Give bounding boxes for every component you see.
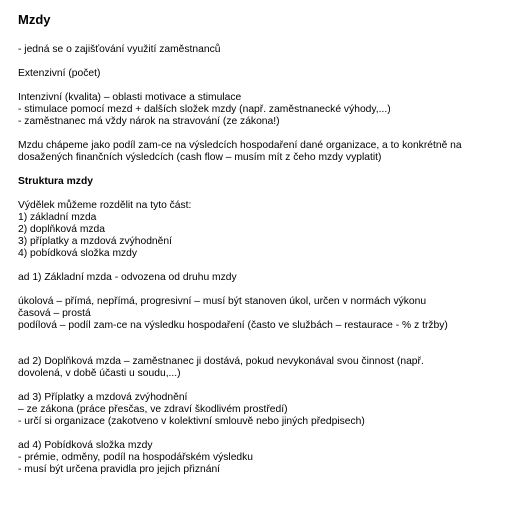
- ad3-line: ad 3) Příplatky a mzdová zvýhodnění: [18, 392, 188, 403]
- definition-line: Mzdu chápeme jako podíl zam-ce na výsledcích hospodaření dané organizace, a to konkrétně na: [18, 140, 462, 151]
- structure-line: Výdělek můžeme rozdělit na tyto část:: [18, 200, 192, 211]
- ad1-line: časová – prostá: [18, 308, 91, 319]
- intro-line: - jedná se o zajišťování využití zaměstnanců: [18, 44, 221, 55]
- ad2-line: dovolená, v době účasti u soudu,...): [18, 368, 181, 379]
- ad1-line: podílová – podíl zam-ce na výsledku hospodaření (často ve službách – restaurace - % z tržby): [18, 320, 448, 331]
- structure-line: 4) pobídková složka mzdy: [18, 248, 138, 259]
- document-body: [18, 12, 512, 476]
- ad4-line: - musí být určena pravidla pro jejich přiznání: [18, 464, 221, 475]
- structure-line: 1) základní mzda: [18, 212, 97, 223]
- intensive-line: Intenzivní (kvalita) – oblasti motivace a stimulace: [18, 92, 242, 103]
- ad4-line: - prémie, odměny, podíl na hospodářském výsledku: [18, 452, 254, 463]
- extensive-line: Extenzivní (počet): [18, 68, 101, 79]
- structure-heading: Struktura mzdy: [18, 176, 93, 187]
- structure-line: 2) doplňková mzda: [18, 224, 106, 235]
- ad1-heading: ad 1) Základní mzda - odvozena od druhu mzdy: [18, 272, 237, 283]
- ad1-line: úkolová – přímá, nepřímá, progresivní – musí být stanoven úkol, určen v normách výkonu: [18, 296, 427, 307]
- structure-line: 3) příplatky a mzdová zvýhodnění: [18, 236, 172, 247]
- ad3-line: - určí si organizace (zakotveno v kolektivní smlouvě nebo jiných předpisech): [18, 416, 365, 427]
- intensive-line: - zaměstnanec má vždy nárok na stravování (ze zákona!): [18, 116, 280, 127]
- ad4-line: ad 4) Pobídková složka mzdy: [18, 440, 153, 451]
- intensive-line: - stimulace pomocí mezd + dalších složek mzdy (např. zaměstnanecké výhody,...): [18, 104, 391, 115]
- definition-line: dosažených finančních výsledcích (cash flow – musím mít z čeho mzdy vyplatit): [18, 152, 382, 163]
- document-title: Mzdy: [18, 12, 51, 27]
- ad2-line: ad 2) Doplňková mzda – zaměstnanec ji dostává, pokud nevykonával svou činnost (např.: [18, 356, 424, 367]
- ad3-line: – ze zákona (práce přesčas, ve zdraví škodlivém prostředí): [18, 404, 288, 415]
